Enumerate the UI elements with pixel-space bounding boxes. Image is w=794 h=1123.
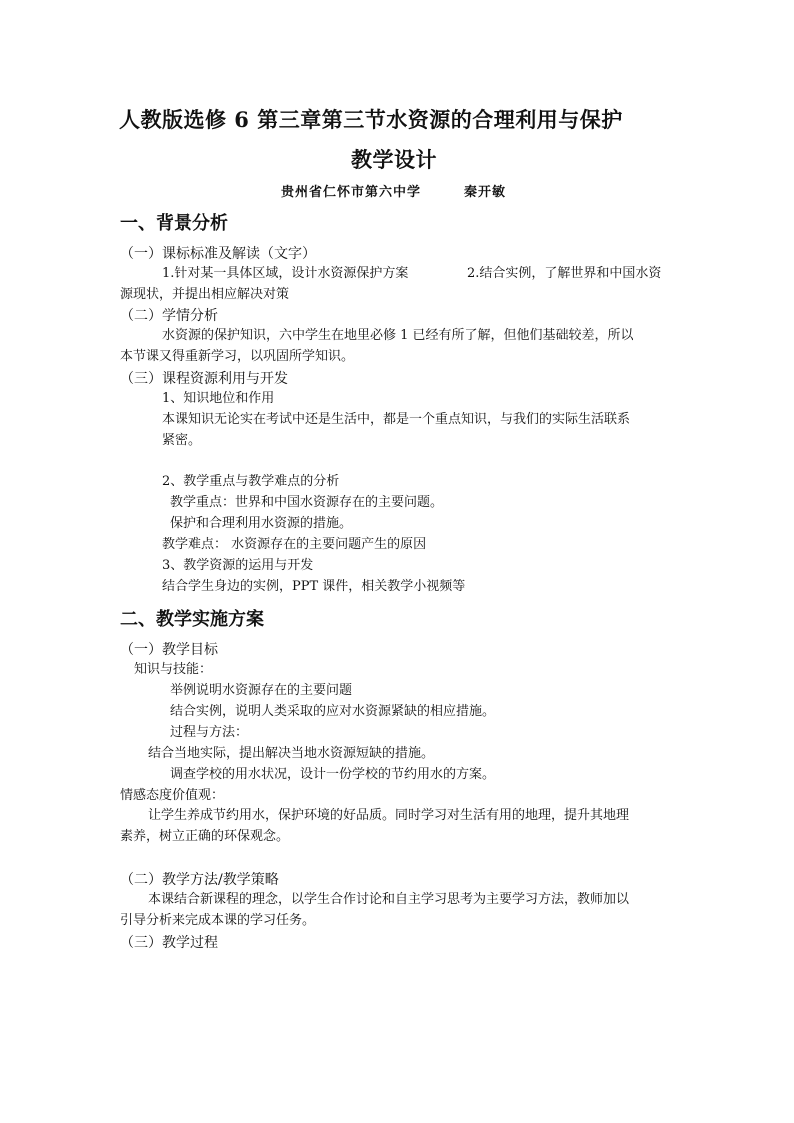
item-3-title: 3、教学资源的运用与开发 — [162, 558, 314, 573]
difficult-point: 教学难点： 水资源存在的主要问题产生的原因 — [162, 537, 427, 552]
knowledge-item-1: 举例说明水资源存在的主要问题 — [170, 683, 353, 698]
subheading-course-resources: （三）课程资源利用与开发 — [120, 371, 288, 387]
process-item-2: 调查学校的用水状况，设计一份学校的节约用水的方案。 — [170, 767, 496, 782]
process-label: 过程与方法： — [170, 725, 249, 740]
subheading-teaching-process: （三）教学过程 — [120, 935, 218, 951]
standard-text-1: 1.针对某一具体区域，设计水资源保护方案 — [162, 266, 409, 281]
standard-text-2: 2.结合实例，了解世界和中国水资 — [467, 266, 662, 281]
methods-line-1: 本课结合新课程的理念，以学生合作讨论和自主学习思考为主要学习方法，教师加以 — [148, 892, 630, 907]
student-analysis-line-1: 水资源的保护知识，六中学生在地里必修 1 已经有所了解，但他们基础较差，所以 — [162, 328, 634, 343]
knowledge-item-2: 结合实例，说明人类采取的应对水资源紧缺的相应措施。 — [170, 704, 496, 719]
process-item-1: 结合当地实际，提出解决当地水资源短缺的措施。 — [148, 746, 435, 761]
item-2-title: 2、教学重点与教学难点的分析 — [162, 474, 340, 489]
title-line-1: 人教版选修 6 第三章第三节水资源的合理利用与保护 — [119, 107, 623, 132]
section-heading-implementation: 二、教学实施方案 — [120, 609, 264, 630]
subheading-teaching-goals: （一）教学目标 — [120, 642, 218, 658]
key-point-2: 保护和合理利用水资源的措施。 — [170, 516, 353, 531]
emotion-line-1: 让学生养成节约用水，保护环境的好品质。同时学习对生活有用的地理，提升其地理 — [148, 808, 630, 823]
item-3-line: 结合学生身边的实例，PPT 课件，相关教学小视频等 — [162, 579, 466, 594]
item-1-title: 1、知识地位和作用 — [162, 391, 275, 406]
author-name: 秦开敏 — [464, 185, 507, 200]
item-1-line-1: 本课知识无论实在考试中还是生活中，都是一个重点知识，与我们的实际生活联系 — [162, 412, 631, 427]
title-line-2: 教学设计 — [351, 147, 437, 172]
knowledge-label: 知识与技能： — [134, 662, 213, 677]
emotion-line-2: 素养，树立正确的环保观念。 — [120, 829, 290, 844]
key-point-1: 教学重点：世界和中国水资源存在的主要问题。 — [170, 495, 444, 510]
item-1-line-2: 紧密。 — [162, 433, 202, 448]
author-school: 贵州省仁怀市第六中学 — [281, 185, 422, 200]
section-heading-background: 一、背景分析 — [120, 213, 228, 234]
subheading-teaching-methods: （二）教学方法/教学策略 — [120, 872, 279, 888]
emotion-label: 情感态度价值观： — [120, 788, 225, 803]
student-analysis-line-2: 本节课又得重新学习，以巩固所学知识。 — [120, 349, 355, 364]
standard-text-3: 源现状，并提出相应解决对策 — [120, 287, 290, 302]
subheading-curriculum-standard: （一）课标标准及解读（文字） — [120, 246, 316, 262]
methods-line-2: 引导分析来完成本课的学习任务。 — [120, 913, 316, 928]
subheading-student-analysis: （二）学情分析 — [120, 308, 218, 324]
